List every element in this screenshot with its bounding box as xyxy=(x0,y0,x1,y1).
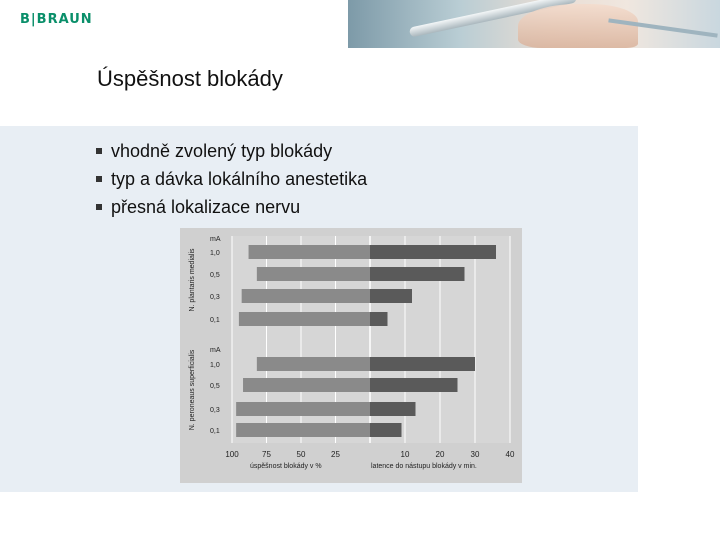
left-axis-label: úspěšnost blokády v % xyxy=(250,463,322,470)
left-tick-label: 100 xyxy=(225,450,239,459)
block-success-chart xyxy=(180,228,522,483)
success-bar xyxy=(243,378,370,392)
latency-bar xyxy=(370,312,388,326)
category-label: 0,1 xyxy=(210,317,220,324)
category-label: 0,3 xyxy=(210,407,220,414)
right-tick-label: 40 xyxy=(505,450,515,459)
bullet-text: vhodně zvolený typ blokády xyxy=(111,141,333,161)
bullet-text: typ a dávka lokálního anestetika xyxy=(111,169,368,189)
latency-bar xyxy=(370,423,402,437)
brand-logo: B|BRAUN xyxy=(20,12,93,27)
bullet-list xyxy=(96,137,367,221)
unit-label: mA xyxy=(210,347,221,354)
bullet-item xyxy=(96,193,367,221)
success-bar xyxy=(257,267,370,281)
category-label: 0,1 xyxy=(210,428,220,435)
success-bar xyxy=(242,289,370,303)
header-photo xyxy=(348,0,720,48)
success-bar xyxy=(236,423,370,437)
latency-bar xyxy=(370,402,416,416)
block-success-figure xyxy=(180,228,522,483)
right-axis-label: latence do nástupu blokády v min. xyxy=(371,463,477,470)
category-label: 0,5 xyxy=(210,272,220,279)
hand-image xyxy=(518,4,638,48)
right-tick-label: 30 xyxy=(470,450,480,459)
latency-bar xyxy=(370,357,475,371)
bullet-text: přesná lokalizace nervu xyxy=(111,197,301,217)
category-label: 1,0 xyxy=(210,362,220,369)
success-bar xyxy=(236,402,370,416)
latency-bar xyxy=(370,267,465,281)
bullet-square-icon xyxy=(96,176,102,182)
bullet-square-icon xyxy=(96,148,102,154)
right-tick-label: 10 xyxy=(400,450,410,459)
left-tick-label: 75 xyxy=(262,450,271,459)
success-bar xyxy=(257,357,370,371)
bullet-square-icon xyxy=(96,204,102,210)
group-label: N. plantaris medialis xyxy=(189,248,196,312)
left-tick-label: 25 xyxy=(331,450,340,459)
group-label: N. peroneaus superficialis xyxy=(189,349,196,431)
category-label: 0,3 xyxy=(210,294,220,301)
latency-bar xyxy=(370,378,458,392)
success-bar xyxy=(249,245,370,259)
latency-bar xyxy=(370,245,496,259)
unit-label: mA xyxy=(210,236,221,243)
left-tick-label: 50 xyxy=(296,450,306,459)
success-bar xyxy=(239,312,370,326)
latency-bar xyxy=(370,289,412,303)
bullet-item xyxy=(96,137,367,165)
category-label: 0,5 xyxy=(210,383,220,390)
bullet-item xyxy=(96,165,367,193)
category-label: 1,0 xyxy=(210,250,220,257)
right-tick-label: 20 xyxy=(435,450,445,459)
slide-title: Úspěšnost blokády xyxy=(97,66,283,91)
